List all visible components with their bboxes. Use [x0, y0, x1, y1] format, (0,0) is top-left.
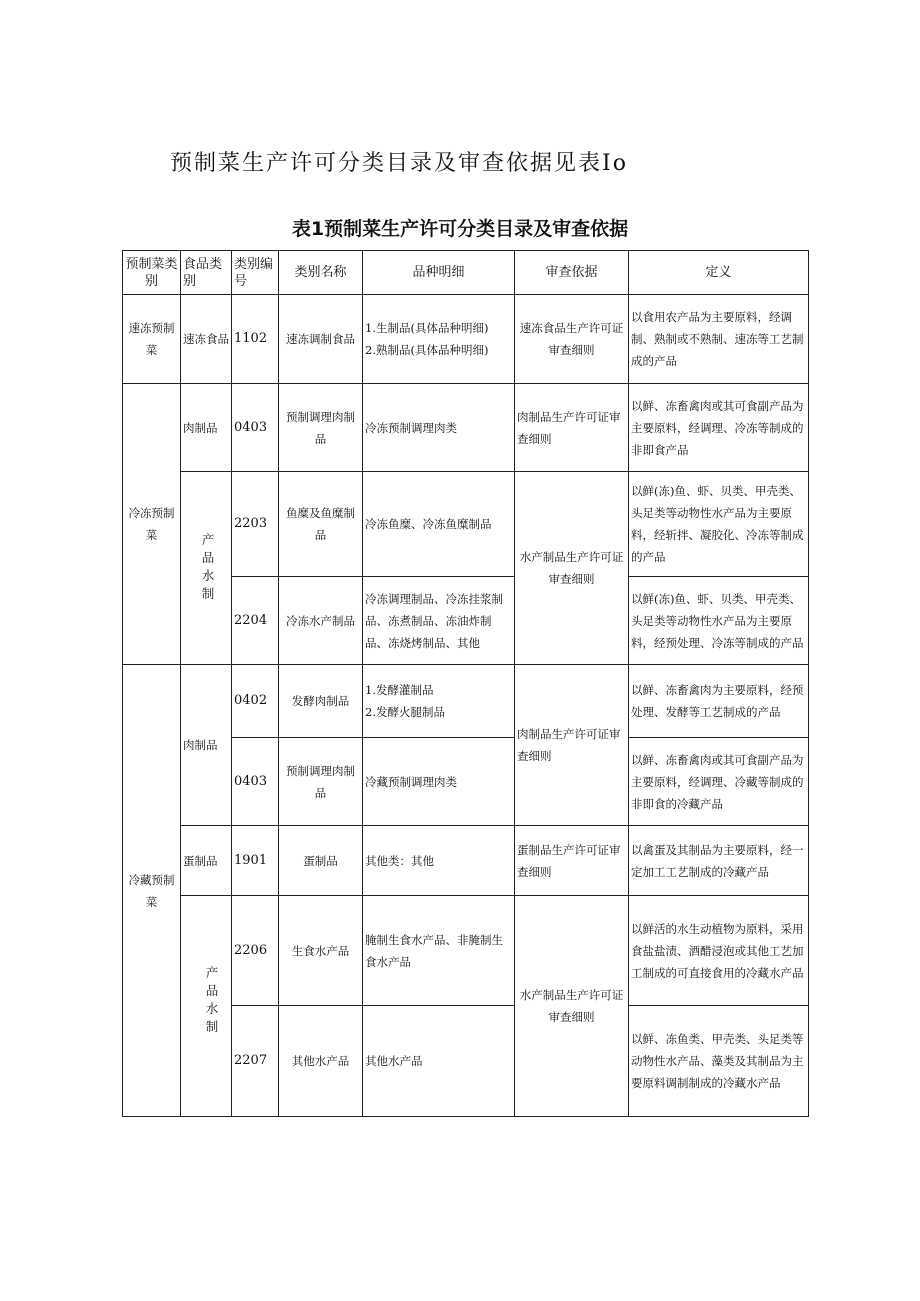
header-definition: 定义: [629, 251, 809, 295]
header-basis: 审查依据: [515, 251, 629, 295]
variety-item: 1.生制品(具体品种明细): [365, 321, 489, 335]
definition-cell: 以鲜活的水生动植物为原料，采用食盐盐渍、酒醋浸泡或其他工艺加工制成的可直接食用的冷藏水产品: [629, 896, 809, 1006]
basis-cell: 肉制品生产许可证审查细则: [515, 665, 629, 826]
class-name-cell: 速冻调制食品: [279, 295, 363, 384]
varieties-cell: 冷藏预制调理肉类: [363, 738, 515, 826]
category-cell: 冷藏预制菜: [123, 665, 181, 1117]
class-name-cell: 鱼糜及鱼糜制品: [279, 472, 363, 577]
class-name-cell: 生食水产品: [279, 896, 363, 1006]
basis-cell: 蛋制品生产许可证审查细则: [515, 826, 629, 896]
table-row: [123, 472, 809, 577]
definition-cell: 以鲜、冻畜禽肉为主要原料，经预处理、发酵等工艺制成的产品: [629, 665, 809, 738]
definition-cell: 以鲜、冻鱼类、甲壳类、头足类等动物性水产品、藻类及其制品为主要原料调制制成的冷藏水产品: [629, 1006, 809, 1117]
header-varieties: 品种明细: [363, 251, 515, 295]
table-title: 表1预制菜生产许可分类目录及审查依据: [291, 218, 629, 240]
varieties-cell: [363, 295, 515, 384]
definition-cell: 以鲜、冻畜禽肉或其可食副产品为主要原料，经调理、冷藏等制成的非即食的冷藏产品: [629, 738, 809, 826]
header-category: 预制菜类别: [123, 251, 181, 295]
class-name-cell: 预制调理肉制品: [279, 384, 363, 472]
varieties-cell: 冷冻调理制品、冷冻挂浆制品、冻煮制品、冻油炸制品、冻烧烤制品、其他: [363, 577, 515, 665]
table-row: [123, 896, 809, 1006]
class-name-cell: 发酵肉制品: [279, 665, 363, 738]
category-cell: 冷冻预制菜: [123, 384, 181, 665]
classification-table: [122, 250, 809, 1117]
code-cell: 1901: [232, 826, 279, 896]
basis-cell: 肉制品生产许可证审查细则: [515, 384, 629, 472]
code-cell: 2203: [232, 472, 279, 577]
food-category-cell: 产品水制: [181, 896, 232, 1117]
code-cell: 2206: [232, 896, 279, 1006]
intro-text: 预制菜生产许可分类目录及审查依据见表Io: [170, 151, 628, 176]
code-cell: 0403: [232, 384, 279, 472]
code-cell: 0403: [232, 738, 279, 826]
code-cell: 0402: [232, 665, 279, 738]
header-class-name: 类别名称: [279, 251, 363, 295]
header-row: [123, 251, 809, 295]
definition-cell: 以鲜、冻畜禽肉或其可食副产品为主要原料，经调理、冷冻等制成的非即食产品: [629, 384, 809, 472]
varieties-cell: 其他水产品: [363, 1006, 515, 1117]
food-category-cell: 产品水制: [181, 472, 232, 665]
varieties-cell: 其他类：其他: [363, 826, 515, 896]
class-name-cell: 其他水产品: [279, 1006, 363, 1117]
variety-item: 2.发酵火腿制品: [365, 705, 445, 719]
varieties-cell: 腌制生食水产品、非腌制生食水产品: [363, 896, 515, 1006]
basis-cell: 水产制品生产许可证审查细则: [515, 472, 629, 665]
class-name-cell: 蛋制品: [279, 826, 363, 896]
variety-item: 1.发酵灌制品: [365, 683, 434, 697]
code-cell: 1102: [232, 295, 279, 384]
table-row: [123, 665, 809, 738]
varieties-cell: 冷冻预制调理肉类: [363, 384, 515, 472]
food-category-cell: 蛋制品: [181, 826, 232, 896]
varieties-cell: [363, 665, 515, 738]
category-cell: 速冻预制菜: [123, 295, 181, 384]
food-category-cell: 速冻食品: [181, 295, 232, 384]
header-code: 类别编号: [232, 251, 279, 295]
class-name-cell: 预制调理肉制品: [279, 738, 363, 826]
code-cell: 2204: [232, 577, 279, 665]
definition-cell: 以食用农产品为主要原料，经调制、熟制或不熟制、速冻等工艺制成的产品: [629, 295, 809, 384]
table-row: [123, 295, 809, 384]
variety-item: 2.熟制品(具体品种明细): [365, 343, 489, 357]
basis-cell: 水产制品生产许可证审查细则: [515, 896, 629, 1117]
definition-cell: 以鲜(冻)鱼、虾、贝类、甲壳类、头足类等动物性水产品为主要原料，经斩拌、凝胶化、冷冻等制成的产品: [629, 472, 809, 577]
food-category-cell: 肉制品: [181, 665, 232, 826]
varieties-cell: 冷冻鱼糜、冷冻鱼糜制品: [363, 472, 515, 577]
definition-cell: 以禽蛋及其制品为主要原料，经一定加工工艺制成的冷藏产品: [629, 826, 809, 896]
class-name-cell: 冷冻水产制品: [279, 577, 363, 665]
table-row: [123, 384, 809, 472]
basis-cell: 速冻食品生产许可证审查细则: [515, 295, 629, 384]
table-row: [123, 826, 809, 896]
code-cell: 2207: [232, 1006, 279, 1117]
header-food-category: 食品类别: [181, 251, 232, 295]
food-category-cell: 肉制品: [181, 384, 232, 472]
definition-cell: 以鲜(冻)鱼、虾、贝类、甲壳类、头足类等动物性水产品为主要原料，经预处理、冷冻等制成的产品: [629, 577, 809, 665]
